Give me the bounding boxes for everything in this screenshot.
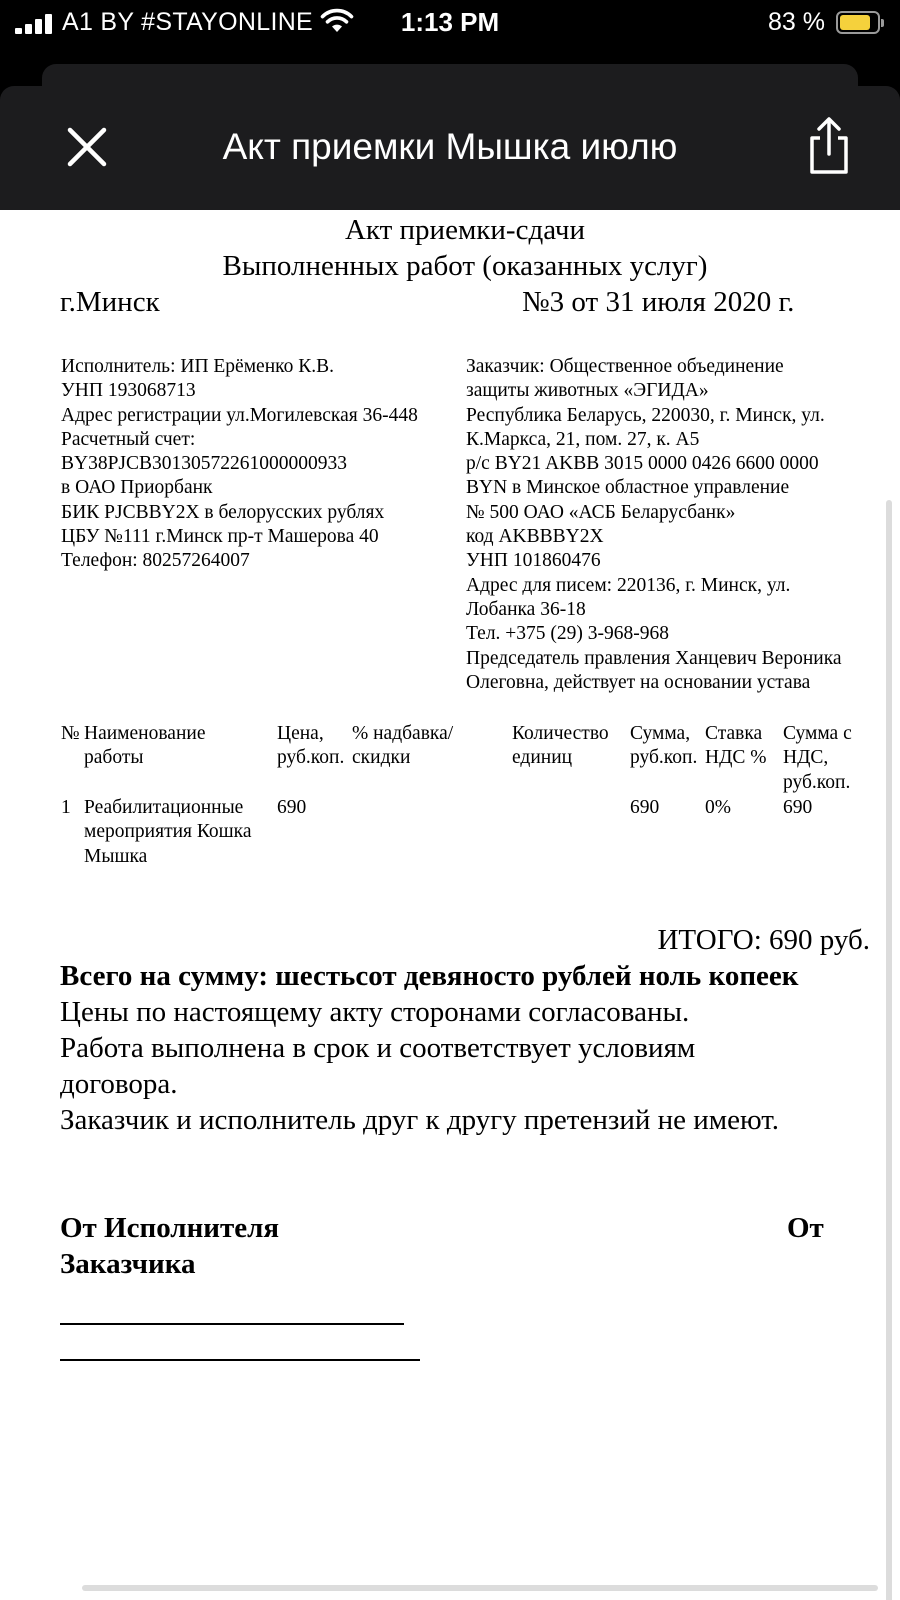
signature-executor-label: От Исполнителя [60,1212,280,1244]
document-title-header: Акт приемки Мышка июлю [222,126,678,167]
customer-line: УНП 101860476 [466,550,601,572]
executor-line: ЦБУ №111 г.Минск пр-т Машерова 40 [61,526,379,548]
battery-icon [836,11,880,34]
table-cell-sum: 690 [630,797,660,818]
doc-number: №3 от 31 июля 2020 г. [522,286,795,318]
close-icon[interactable] [64,124,110,170]
customer-line: № 500 ОАО «АСБ Беларусбанк» [466,501,736,523]
customer-line: Тел. +375 (29) 3-968-968 [466,623,670,645]
executor-details [61,355,418,574]
executor-line: Расчетный счет: [61,428,196,450]
customer-line: Олеговна, действует на основании устава [466,671,811,693]
status-bar [0,0,900,48]
signature-line-executor [60,1323,404,1325]
share-icon[interactable] [806,116,852,176]
table-cell-vat-rate: 0% [705,797,731,818]
signature-customer-label: Заказчика [60,1248,196,1280]
table-header-num: № [61,723,80,744]
executor-line: БИК PJCBBY2X в белорусских рублях [61,501,385,523]
carrier-name: A1 BY #STAYONLINE [62,8,314,36]
horizontal-scrollbar[interactable] [82,1585,878,1591]
executor-line: Адрес регистрации ул.Могилевская 36-448 [61,404,418,426]
doc-city: г.Минск [60,286,160,318]
customer-line: Лобанка 36-18 [466,598,586,620]
table-header-sum: Сумма, руб.коп. [630,723,698,769]
customer-line: Адрес для писем: 220136, г. Минск, ул. [466,574,791,596]
signature-line-customer [60,1359,420,1361]
table-cell-price: 690 [277,797,307,818]
customer-line: Республика Беларусь, 220030, г. Минск, ул. [466,404,825,426]
table-header-qty: Количество единиц [512,723,609,769]
customer-line: Председатель правления Ханцевич Вероника [466,647,842,669]
doc-title: Акт приемки-сдачи [344,214,586,246]
table-header-vat-rate: Ставка НДС % [705,723,767,769]
statement-line: договора. [60,1068,178,1100]
table-header-markup: % надбавка/ скидки [352,723,454,769]
customer-line: К.Маркса, 21, пом. 27, к. А5 [466,428,700,450]
customer-line: BYN в Минское областное управление [466,477,790,499]
vertical-scrollbar[interactable] [886,500,892,1600]
table-cell-num: 1 [61,797,71,818]
executor-line: УНП 193068713 [61,380,196,402]
executor-line: Телефон: 80257264007 [61,550,250,572]
executor-line: BY38PJCB30130572261000000933 [61,453,348,475]
document-viewer-header [0,86,900,210]
customer-line: защиты животных «ЭГИДА» [466,380,709,402]
customer-line: Заказчик: Общественное объединение [466,356,784,377]
document-page[interactable] [0,210,900,1600]
table-header-sum-vat: Сумма с НДС, руб.коп. [783,723,852,793]
statement-line: Работа выполнена в срок и соответствует условиям [60,1032,696,1064]
customer-details [466,355,842,695]
total-amount: ИТОГО: 690 руб. [657,924,870,956]
doc-subtitle: Выполненных работ (оказанных услуг) [222,250,708,282]
table-header-name: Наименование работы [84,723,206,769]
executor-line: Исполнитель: ИП Ерёменко К.В. [61,356,335,377]
battery-percent: 83 % [768,8,825,36]
executor-line: в ОАО Приорбанк [61,477,213,499]
table-header-price: Цена, руб.коп. [277,723,345,769]
statement-line: Цены по настоящему акту сторонами согласованы. [60,996,690,1028]
statement-line: Заказчик и исполнитель друг к другу претензий не имеют. [60,1104,780,1136]
signature-from-label: От [787,1212,824,1244]
clock: 1:13 PM [400,7,500,37]
table-cell-name: Реабилитационные мероприятия Кошка Мышка [84,797,252,867]
table-cell-sum-vat: 690 [783,797,813,818]
sum-in-words: Всего на сумму: шестьсот девяносто рублей ноль копеек [60,960,799,992]
customer-line: р/с BY21 AKBB 3015 0000 0426 6600 0000 [466,453,819,475]
customer-line: код AKBBBY2X [466,526,604,548]
